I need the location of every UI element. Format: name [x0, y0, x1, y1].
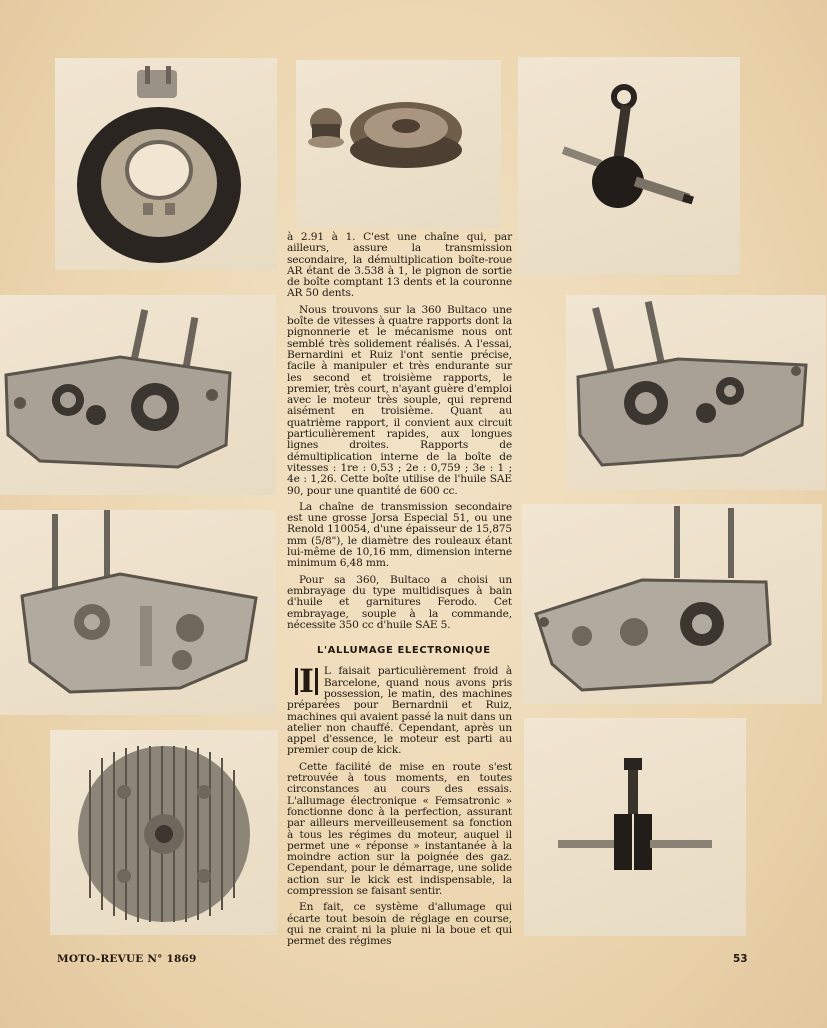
crankshaft-side-illustration [524, 718, 746, 936]
section-heading: L'ALLUMAGE ELECTRONIQUE [317, 645, 491, 657]
article-column [287, 232, 512, 953]
article-paragraph-dropcap [287, 662, 512, 757]
article-paragraph: Nous trouvons sur la 360 Bultaco une boîte de vitesses à quatre rapports dont la pignonnerie et le mécanisme nous ont semblé très solidement réalisés. A l'essai, Bernardini et Ruiz l'ont sentie précise, facile à manipuler et très endurante sur les second et troisième rapports, le premier, très court, n'ayant guère d'emploi avec le moteur très souple, qui reprend aisément en troisième. Quant au quatrième rapport, il convient aux circuit particulièrement rapides, aux longues lignes droites. Rapports de démultiplication interne de la boîte de vitesses : 1re : 0,53 ; 2e : 0,759 ; 3e : 1 ; 4e : 1,26. Cette boîte utilise de l'huile SAE 90, pour une quantité de 600 cc. [287, 303, 512, 497]
photo-flywheel [55, 58, 277, 270]
photo-cylinder-head [50, 730, 278, 935]
photo-crankcase-inner-right [522, 504, 822, 704]
article-paragraph: En fait, ce système d'allumage qui écarte tout besoin de réglage en course, qui ne craint ni la pluie ni la boue et qui permet des régimes [287, 901, 512, 948]
page-number: 53 [733, 953, 748, 965]
article-paragraph: Pour sa 360, Bultaco a choisi un embrayage du type multidisques à bain d'huile et garnitures Ferodo. Cet embrayage, souple à la commande, nécessite 350 cc d'huile SAE 5. [287, 573, 512, 631]
crankcase-right-illustration [566, 295, 826, 490]
photo-crankcase-left [0, 295, 276, 495]
crankcase-left-illustration [0, 295, 276, 495]
flywheel-illustration [55, 58, 277, 270]
photo-clutch [296, 60, 501, 228]
clutch-illustration [296, 60, 501, 228]
cylinder-head-illustration [50, 730, 278, 935]
dropcap-paragraph-text: L faisait particulièrement froid à Barcelone, quand nous avons pris possession, le matin, des machines préparées pour Bernardnii et Ruiz, machines qui avaient passé la nuit dans un atelier non chauffé. Cependant, après un appel d'essence, le moteur est parti au premier coup de kick. [287, 665, 512, 757]
photo-crankcase-inner-left [0, 510, 276, 715]
dropcap-letter: I [295, 668, 318, 695]
photo-crankshaft-side [524, 718, 746, 936]
article-paragraph: à 2.91 à 1. C'est une chaîne qui, par ailleurs, assure la transmission secondaire, la démultiplication boîte-roue AR étant de 3.538 à 1, le pignon de sortie de boîte comptant 13 dents et la couronne AR 50 dents. [287, 231, 512, 300]
crankcase-inner-left-illustration [0, 510, 276, 715]
crankshaft-illustration [518, 57, 740, 275]
crankcase-inner-right-illustration [522, 504, 822, 704]
photo-crankshaft [518, 57, 740, 275]
article-paragraph: Cette facilité de mise en route s'est retrouvée à tous moments, en toutes circonstances au cours des essais. L'allumage électronique « Femsatronic » fonctionne donc à la perfection, assurant par ailleurs merveilleusement sa fonction à tous les régimes du moteur, auquel il permet une « réponse » instantanée à la moindre action sur la poignée des gaz. Cependant, pour le démarrage, une solide action sur le kick est indispensable, la compression se faisant sentir. [287, 760, 512, 898]
article-paragraph: La chaîne de transmission secondaire est une grosse Jorsa Especial 51, ou une Renold 110054, d'une épaisseur de 15,875 mm (5/8"), le diamètre des rouleaux étant lui-même de 10,16 mm, dimension interne minimum 6,48 mm. [287, 500, 512, 570]
photo-crankcase-right [566, 295, 826, 490]
magazine-footer-title: MOTO-REVUE N° 1869 [57, 953, 197, 965]
